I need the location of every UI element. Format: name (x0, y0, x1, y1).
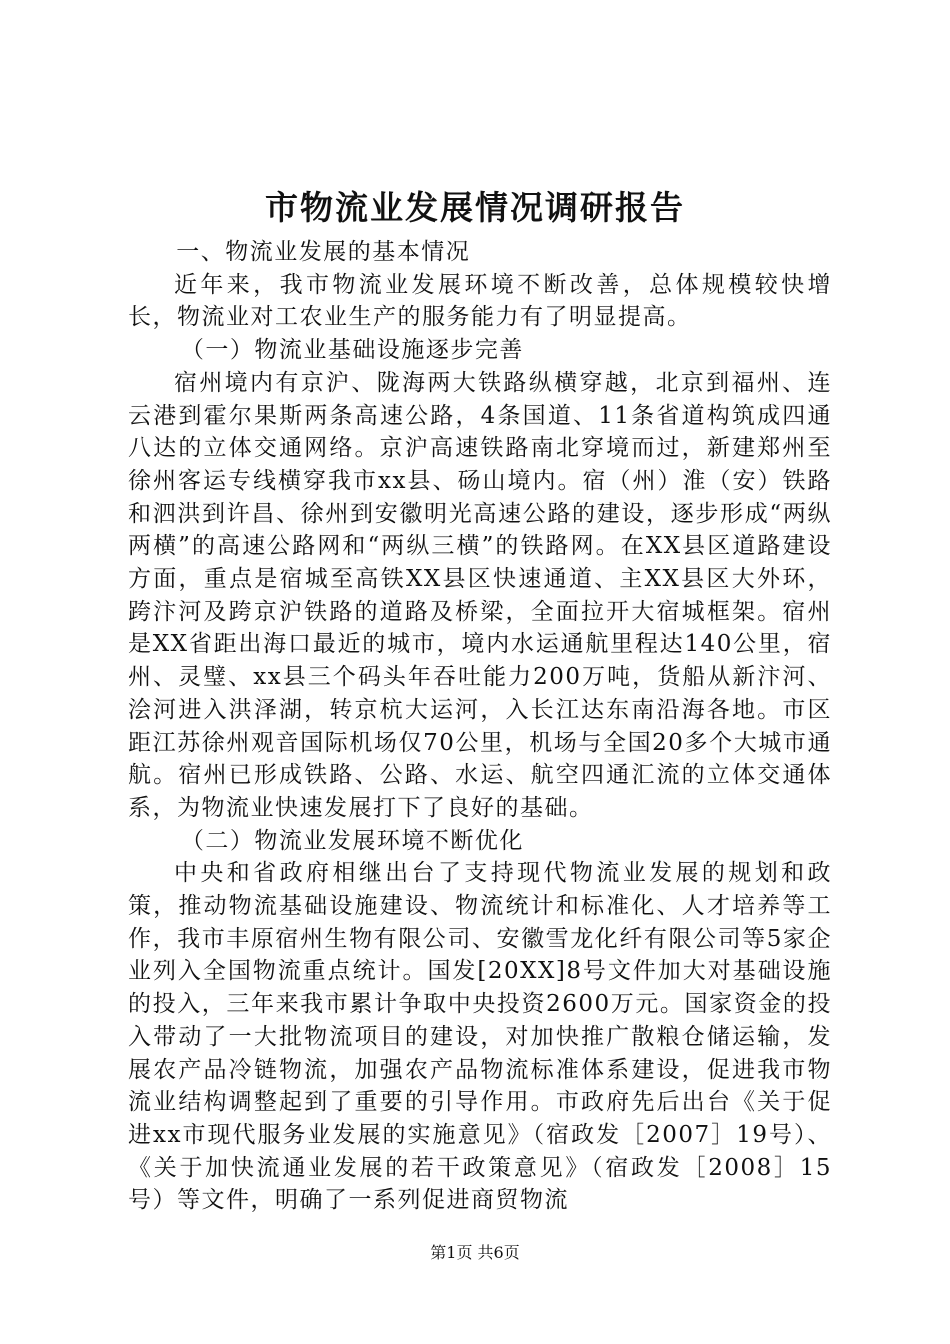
body-paragraph: 中央和省政府相继出台了支持现代物流业发展的规划和政策，推动物流基础设施建设、物流统计和标准化、人才培养等工作，我市丰原宿州生物有限公司、安徽雪龙化纤有限公司等5家企业列入全国物流重点统计。国发[20XX]8号文件加大对基础设施的投入，三年来我市累计争取中央投资2600万元。国家资金的投入带动了一大批物流项目的建设，对加快推广散粮仓储运输，发展农产品冷链物流，加强农产品物流标准体系建设，促进我市物流业结构调整起到了重要的引导作用。市政府先后出台《关于促进xx市现代服务业发展的实施意见》（宿政发［2007］19号）、《关于加快流通业发展的若干政策意见》（宿政发［2008］15号）等文件，明确了一系列促进商贸物流 (128, 860, 832, 1214)
subsection-heading: （二）物流业发展环境不断优化 (180, 827, 524, 854)
document-body (128, 236, 832, 1217)
section-heading: 一、物流业发展的基本情况 (176, 239, 471, 265)
body-paragraph: 近年来，我市物流业发展环境不断改善，总体规模较快增长，物流业对工农业生产的服务能力有了明显提高。 (128, 271, 832, 331)
subsection-heading: （一）物流业基础设施逐步完善 (180, 337, 524, 364)
body-paragraph: 宿州境内有京沪、陇海两大铁路纵横穿越，北京到福州、连云港到霍尔果斯两条高速公路，4条国道、11条省道构筑成四通八达的立体交通网络。京沪高速铁路南北穿境而过，新建郑州至徐州客运专线横穿我市xx县、砀山境内。宿（州）淮（安）铁路和泗洪到许昌、徐州到安徽明光高速公路的建设，逐步形成“两纵两横”的高速公路网和“两纵三横”的铁路网。在XX县区道路建设方面，重点是宿城至高铁XX县区快速通道、主XX县区大外环，跨汴河及跨京沪铁路的道路及桥梁，全面拉开大宿城框架。宿州是XX省距出海口最近的城市，境内水运通航里程达140公里，宿州、灵璧、xx县三个码头年吞吐能力200万吨，货船从新汴河、浍河进入洪泽湖，转京杭大运河，入长江达东南沿海各地。市区距江苏徐州观音国际机场仅70公里，机场与全国20多个大城市通航。宿州已形成铁路、公路、水运、航空四通汇流的立体交通体系，为物流业快速发展打下了良好的基础。 (128, 369, 832, 821)
page-footer: 第1页 共6页 (430, 1243, 520, 1262)
document-title: 市物流业发展情况调研报告 (265, 188, 685, 227)
